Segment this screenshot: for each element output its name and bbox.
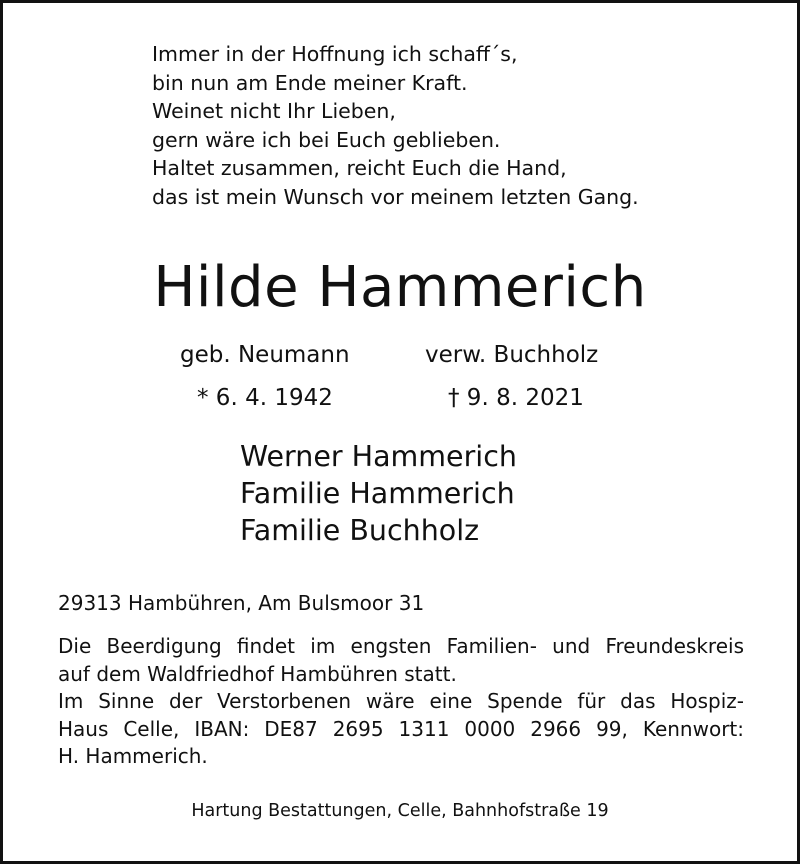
deceased-name: Hilde Hammerich: [153, 255, 647, 320]
poem-line: Immer in der Hoffnung ich schaff´s,: [152, 42, 518, 66]
notice-line: Im Sinne der Verstorbenen wäre eine Spende für das Hospiz-: [58, 689, 744, 713]
address: 29313 Hambühren, Am Bulsmoor 31: [58, 591, 425, 615]
mourners-list: [240, 438, 517, 549]
funeral-notice: [58, 633, 744, 771]
poem-line: gern wäre ich bei Euch geblieben.: [152, 127, 501, 152]
poem-line: das ist mein Wunsch vor meinem letzten Gang.: [152, 184, 639, 209]
mourner: Familie Hammerich: [240, 477, 515, 510]
death-date: † 9. 8. 2021: [448, 385, 584, 411]
birth-date: * 6. 4. 1942: [197, 385, 333, 411]
widowed-name: verw. Buchholz: [425, 342, 599, 368]
notice-line: Haus Celle, IBAN: DE87 2695 1311 0000 2966 99, Kennwort:: [58, 716, 744, 741]
notice-line: auf dem Waldfriedhof Hambühren statt.: [58, 661, 457, 686]
maiden-name: geb. Neumann: [180, 342, 350, 368]
poem: [152, 40, 712, 211]
poem-line: Weinet nicht Ihr Lieben,: [152, 99, 396, 123]
mourner: Werner Hammerich: [240, 440, 517, 473]
poem-line: bin nun am Ende meiner Kraft.: [152, 70, 468, 95]
poem-line: Haltet zusammen, reicht Euch die Hand,: [152, 156, 567, 180]
funeral-home-footer: Hartung Bestattungen, Celle, Bahnhofstraße 19: [191, 801, 609, 821]
notice-line: Die Beerdigung findet im engsten Familien- und Freundeskreis: [58, 634, 744, 658]
mourner: Familie Buchholz: [240, 514, 480, 547]
notice-line: H. Hammerich.: [58, 744, 208, 768]
